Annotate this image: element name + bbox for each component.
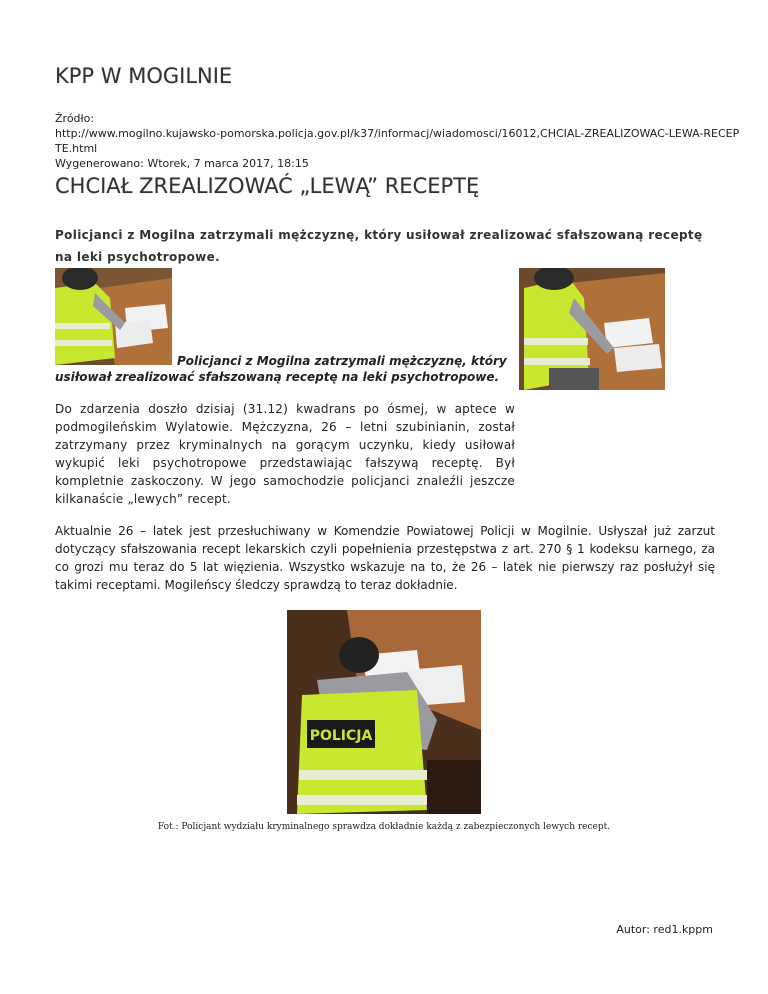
article-headline: CHCIAŁ ZREALIZOWAĆ „LEWĄ” RECEPTĘ (55, 174, 480, 198)
source-label: Źródło: (55, 112, 95, 125)
photo-caption: Fot.: Policjant wydziału kryminalnego sprawdza dokładnie każdą z zabezpieczonych lewych recept. (157, 822, 611, 832)
source-url[interactable]: http://www.mogilno.kujawsko-pomorska.policja.gov.pl/k37/informacj/wiadomosci/16012,CHCIAL-ZREALIZOWAC-LEWA-RECEP (55, 127, 740, 140)
source-url-continued[interactable]: TE.html (55, 142, 98, 155)
author-credit: Autor: red1.kppm (616, 923, 713, 936)
article-photo-small (55, 268, 172, 365)
vest-lettering: POLICJA (309, 728, 373, 744)
article-photo-main (287, 610, 481, 814)
generated-date: Wygenerowano: Wtorek, 7 marca 2017, 18:15 (55, 157, 309, 170)
article-lead: Policjanci z Mogilna zatrzymali mężczyznę, który usiłował zrealizować sfałszowaną receptę na leki psychotropowe. (55, 228, 703, 264)
source-meta (55, 111, 740, 171)
article-paragraph-2: Aktualnie 26 – latek jest przesłuchiwany w Komendzie Powiatowej Policji w Mogilnie. Usłyszał już zarzut dotyczący sfałszowania recept lekarskich czyli popełnienia przestępstwa z art. 270 § 1 kodeksu karnego, za co grozi mu teraz do 5 lat więzienia. Wszystko wskazuje na to, że 26 – latek nie pierwszy raz posłużył się takimi receptami. Mogileńscy śledczy sprawdzą to teraz dokładnie. (55, 524, 715, 592)
article-photo-medium (519, 268, 665, 390)
article-paragraph-1: Do zdarzenia doszło dzisiaj (31.12) kwadrans po ósmej, w aptece w podmogileńskim Wylatowie. Mężczyzna, 26 – letni szubinianin, został zatrzymany przez kryminalnych na gorącym uczynku, kiedy usiłował wykupić leki psychotropowe przedstawiając fałszywą receptę. Był kompletnie zaskoczony. W jego samochodzie policjanci znaleźli jeszcze kilkanaście „lewych” recept. (55, 402, 515, 506)
site-title: KPP W MOGILNIE (55, 64, 233, 88)
inline-photo-caption: Policjanci z Mogilna zatrzymali mężczyznę, który usiłował zrealizować sfałszowaną receptę na leki psychotropowe. (55, 354, 507, 384)
